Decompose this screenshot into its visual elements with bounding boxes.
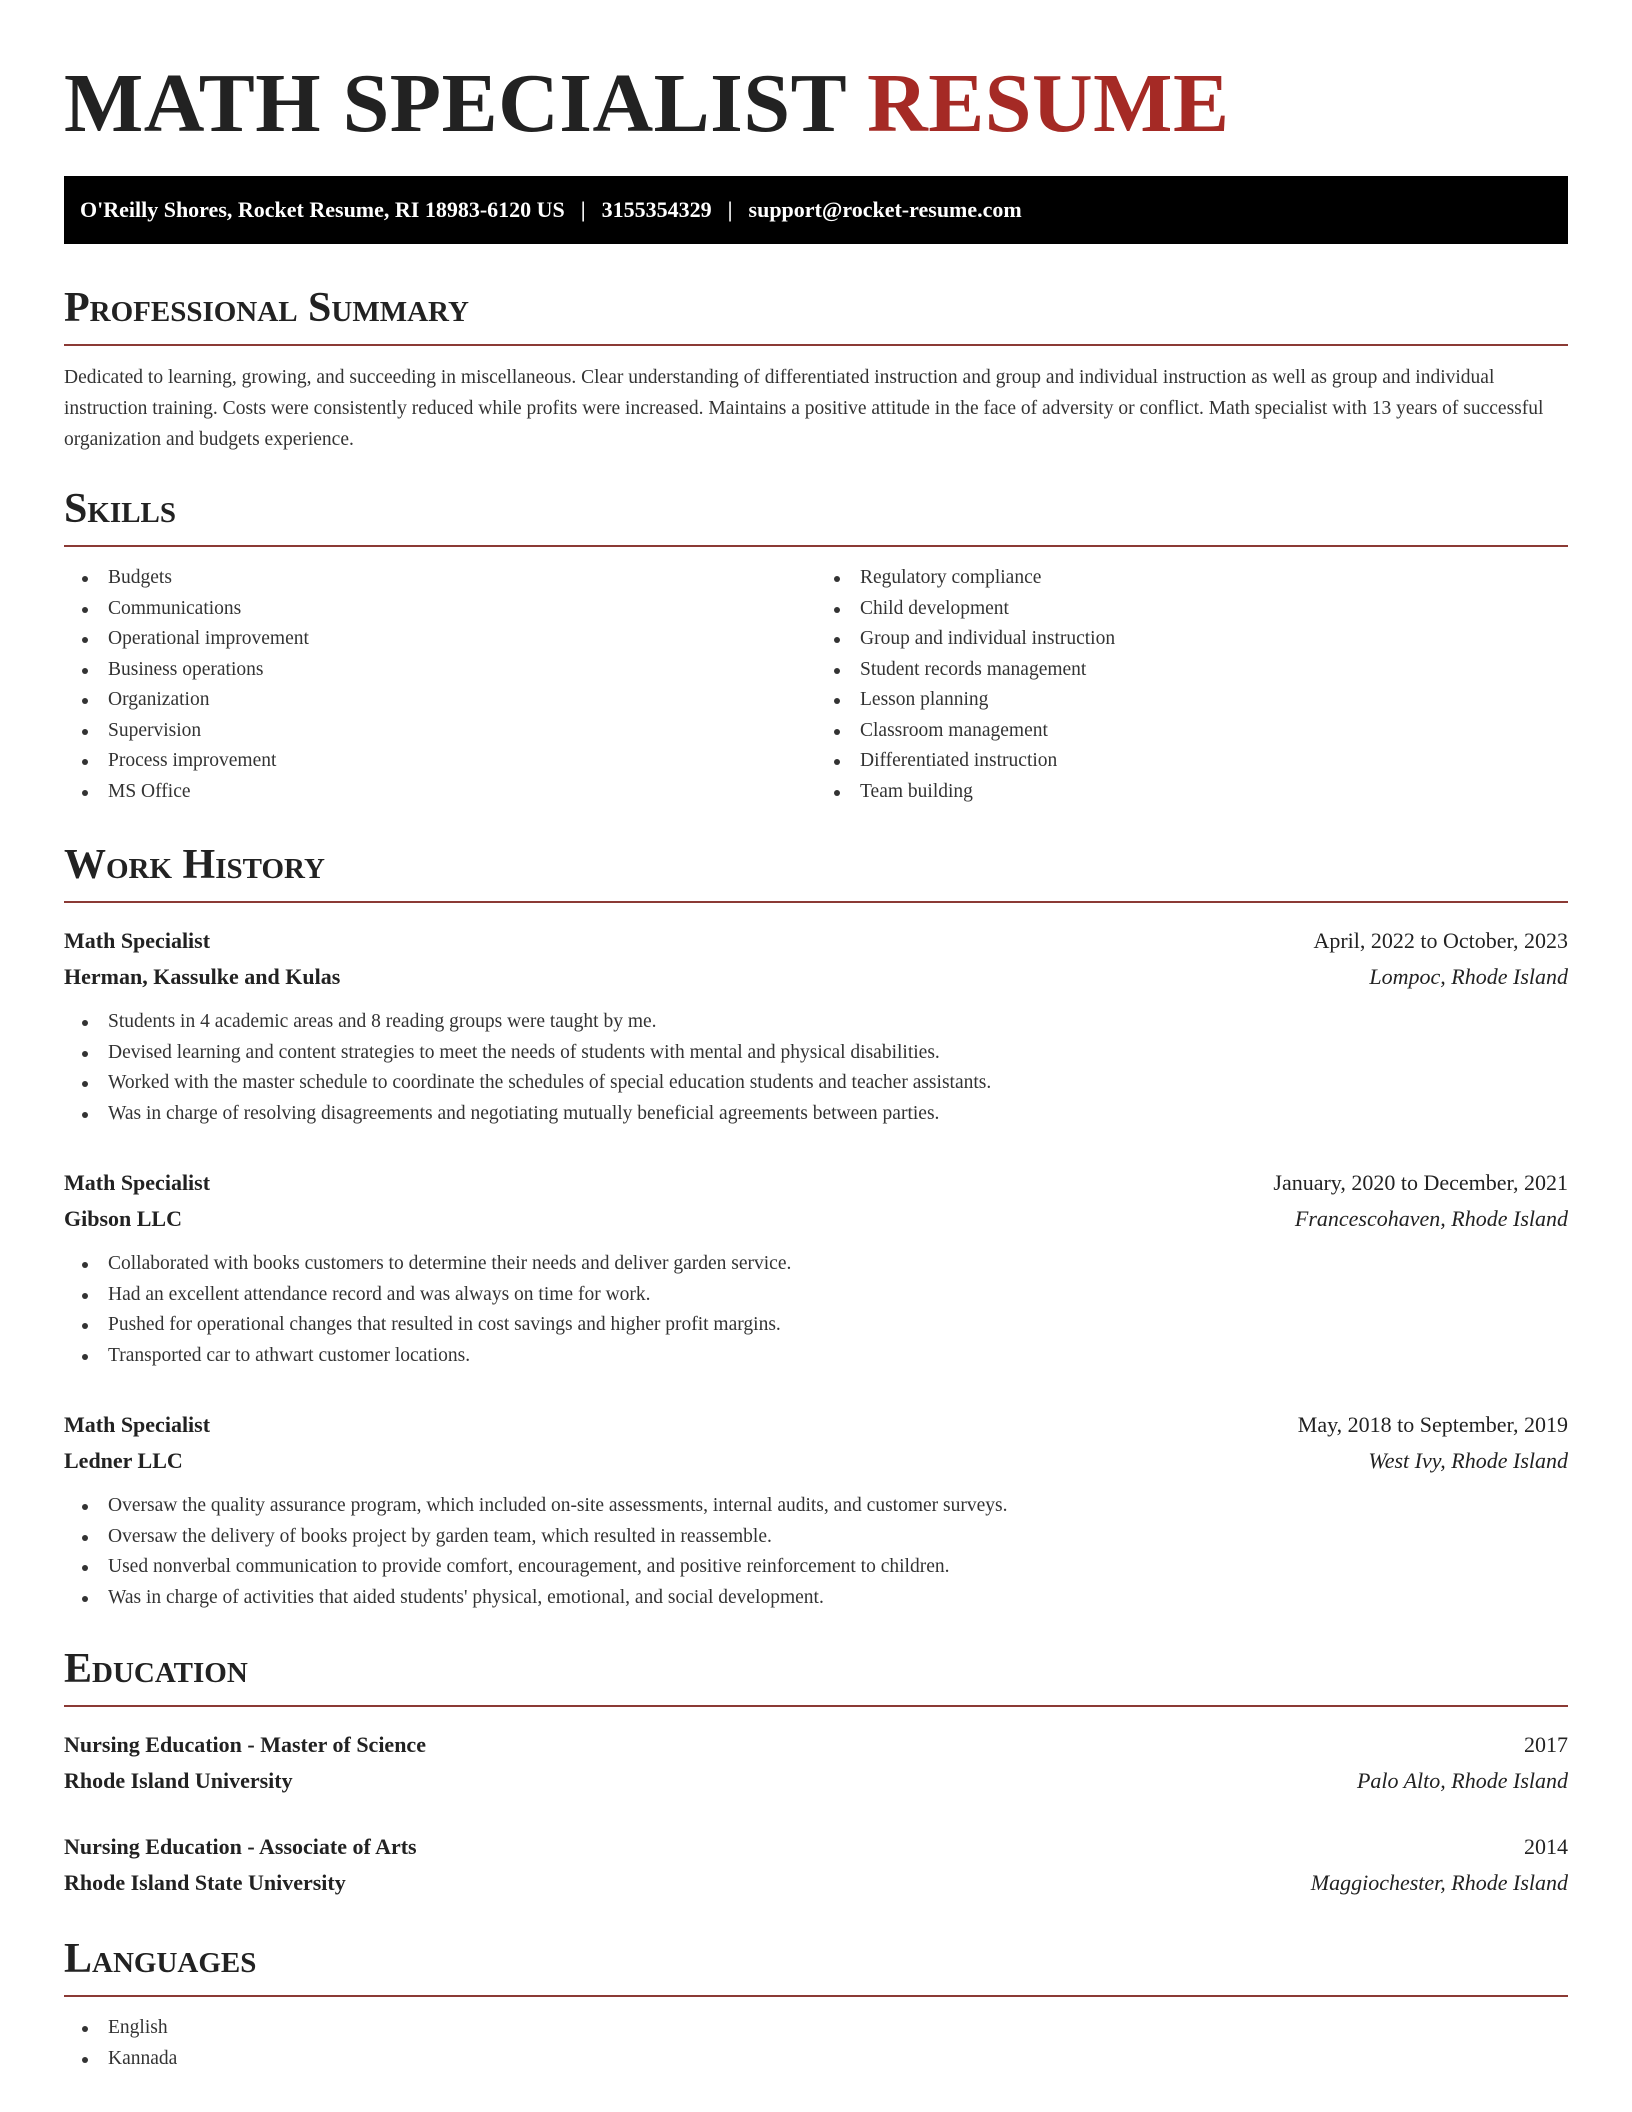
job-bullets bbox=[64, 1007, 1568, 1129]
job-bullet: Students in 4 academic areas and 8 reading groups were taught by me. bbox=[80, 1007, 1568, 1038]
skill-item: Regulatory compliance bbox=[832, 563, 1568, 594]
skills-grid bbox=[64, 563, 1568, 807]
job-role: Math Specialist bbox=[64, 1170, 211, 1195]
job-dates: April, 2022 to October, 2023 bbox=[1313, 928, 1568, 953]
education-year: 2017 bbox=[1524, 1732, 1568, 1757]
job-bullet: Oversaw the delivery of books project by garden team, which resulted in reassemble. bbox=[80, 1522, 1568, 1553]
job-bullet: Oversaw the quality assurance program, which included on-site assessments, internal audits, and customer surveys. bbox=[80, 1491, 1568, 1522]
job-company: Gibson LLC bbox=[64, 1206, 182, 1231]
languages-section bbox=[64, 1935, 1568, 2074]
job-company-row bbox=[64, 1443, 1568, 1479]
education-degree-row bbox=[64, 1829, 1568, 1865]
education-degree: Nursing Education - Master of Science bbox=[64, 1732, 426, 1757]
languages-heading: Languages bbox=[64, 1935, 1568, 1997]
job-company-row bbox=[64, 1201, 1568, 1237]
education-entry bbox=[64, 1727, 1568, 1799]
job-bullets bbox=[64, 1249, 1568, 1371]
contact-phone[interactable]: 3155354329 bbox=[601, 197, 712, 222]
language-item: Kannada bbox=[80, 2044, 1568, 2075]
contact-email[interactable]: support@rocket-resume.com bbox=[748, 197, 1022, 222]
language-item: English bbox=[80, 2013, 1568, 2044]
job-entry bbox=[64, 1165, 1568, 1371]
contact-address: O'Reilly Shores, Rocket Resume, RI 18983-6120 US bbox=[80, 197, 565, 222]
job-header-row bbox=[64, 1165, 1568, 1201]
job-bullet: Collaborated with books customers to determine their needs and deliver garden service. bbox=[80, 1249, 1568, 1280]
skills-list-left bbox=[64, 563, 816, 807]
education-entry bbox=[64, 1829, 1568, 1901]
skill-item: Student records management bbox=[832, 655, 1568, 686]
skills-list-right bbox=[816, 563, 1568, 807]
education-school: Rhode Island University bbox=[64, 1768, 293, 1793]
skill-item: Supervision bbox=[80, 716, 816, 747]
education-degree: Nursing Education - Associate of Arts bbox=[64, 1834, 417, 1859]
skill-item: Process improvement bbox=[80, 746, 816, 777]
job-bullet: Was in charge of activities that aided students' physical, emotional, and social development. bbox=[80, 1583, 1568, 1614]
languages-list bbox=[64, 2013, 1568, 2074]
title-accent: RESUME bbox=[867, 57, 1230, 150]
job-header-row bbox=[64, 923, 1568, 959]
education-year: 2014 bbox=[1524, 1834, 1568, 1859]
summary-text: Dedicated to learning, growing, and succeeding in miscellaneous. Clear understanding of differentiated instruction and group and individual instruction as well as group and individual instruction training. Costs were consistently reduced while profits were increased. Maintains a positive attitude in the face of adversity or conflict. Math specialist with 13 years of successful organization and budgets experience. bbox=[64, 367, 1544, 450]
job-company: Herman, Kassulke and Kulas bbox=[64, 964, 341, 989]
skill-item: Budgets bbox=[80, 563, 816, 594]
skills-section bbox=[64, 485, 1568, 807]
job-company: Ledner LLC bbox=[64, 1448, 183, 1473]
job-role: Math Specialist bbox=[64, 928, 211, 953]
skill-item: MS Office bbox=[80, 777, 816, 808]
job-entry bbox=[64, 1407, 1568, 1613]
skill-item: Business operations bbox=[80, 655, 816, 686]
skill-item: Classroom management bbox=[832, 716, 1568, 747]
job-bullets bbox=[64, 1491, 1568, 1613]
education-location: Palo Alto, Rhode Island bbox=[1356, 1768, 1568, 1793]
job-bullet: Used nonverbal communication to provide comfort, encouragement, and positive reinforcement to children. bbox=[80, 1552, 1568, 1583]
summary-heading: Professional Summary bbox=[64, 284, 1568, 346]
skill-item: Team building bbox=[832, 777, 1568, 808]
education-school-row bbox=[64, 1763, 1568, 1799]
job-company-row bbox=[64, 959, 1568, 995]
education-section bbox=[64, 1645, 1568, 1901]
contact-bar bbox=[64, 176, 1568, 244]
job-bullet: Devised learning and content strategies to meet the needs of students with mental and physical disabilities. bbox=[80, 1038, 1568, 1069]
education-location: Maggiochester, Rhode Island bbox=[1310, 1870, 1568, 1895]
skill-item: Lesson planning bbox=[832, 685, 1568, 716]
skill-item: Differentiated instruction bbox=[832, 746, 1568, 777]
job-dates: January, 2020 to December, 2021 bbox=[1273, 1170, 1568, 1195]
job-dates: May, 2018 to September, 2019 bbox=[1297, 1412, 1568, 1437]
skill-item: Child development bbox=[832, 594, 1568, 625]
skill-item: Operational improvement bbox=[80, 624, 816, 655]
education-degree-row bbox=[64, 1727, 1568, 1763]
job-header-row bbox=[64, 1407, 1568, 1443]
job-role: Math Specialist bbox=[64, 1412, 211, 1437]
skill-item: Group and individual instruction bbox=[832, 624, 1568, 655]
job-entry bbox=[64, 923, 1568, 1129]
job-bullet: Transported car to athwart customer locations. bbox=[80, 1341, 1568, 1372]
job-bullet: Had an excellent attendance record and was always on time for work. bbox=[80, 1280, 1568, 1311]
job-bullet: Pushed for operational changes that resulted in cost savings and higher profit margins. bbox=[80, 1310, 1568, 1341]
job-location: West Ivy, Rhode Island bbox=[1368, 1448, 1568, 1473]
job-location: Lompoc, Rhode Island bbox=[1369, 964, 1568, 989]
work-history-heading: Work History bbox=[64, 841, 1568, 903]
title-main: MATH SPECIALIST bbox=[64, 57, 846, 150]
work-history-section bbox=[64, 841, 1568, 1613]
skill-item: Communications bbox=[80, 594, 816, 625]
education-school-row bbox=[64, 1865, 1568, 1901]
skills-heading: Skills bbox=[64, 485, 1568, 547]
job-bullet: Was in charge of resolving disagreements and negotiating mutually beneficial agreements between parties. bbox=[80, 1099, 1568, 1130]
job-bullet: Worked with the master schedule to coordinate the schedules of special education students and teacher assistants. bbox=[80, 1068, 1568, 1099]
contact-separator: | bbox=[727, 197, 733, 222]
contact-separator: | bbox=[580, 197, 586, 222]
resume-title bbox=[64, 54, 1568, 154]
skill-item: Organization bbox=[80, 685, 816, 716]
education-school: Rhode Island State University bbox=[64, 1870, 346, 1895]
job-location: Francescohaven, Rhode Island bbox=[1294, 1206, 1568, 1231]
education-heading: Education bbox=[64, 1645, 1568, 1707]
summary-section bbox=[64, 284, 1568, 455]
